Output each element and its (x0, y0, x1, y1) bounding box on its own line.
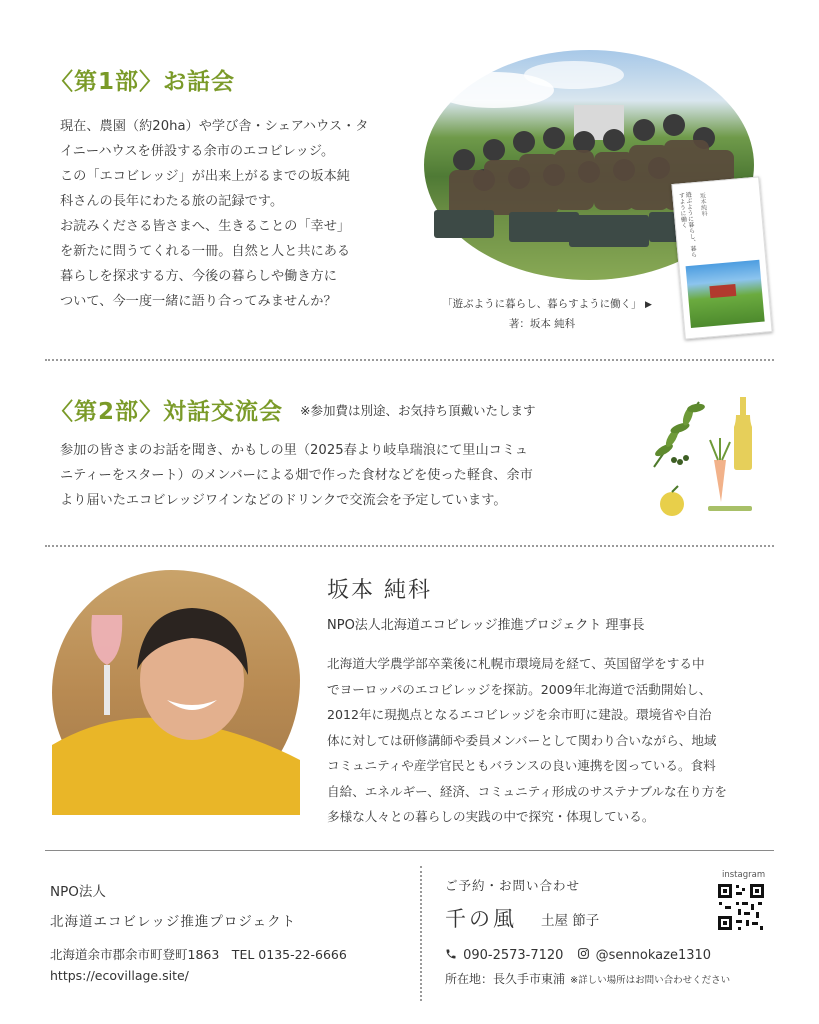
venue-name: 千の風 (445, 907, 517, 931)
instagram-label: instagram (722, 870, 766, 880)
profile-name: 坂本 純科 (327, 578, 432, 603)
part1-line: この「エコビレッジ」が出来上がるまでの坂本純 (60, 169, 350, 184)
divider (45, 545, 774, 547)
bio-line: 自給、エネルギー、経済、コミュニティ形成のサステナブルな在り方を (327, 783, 727, 799)
contact-row (445, 944, 711, 964)
part1-line: イニーハウスを併設する余市のエコビレッジ。 (60, 144, 335, 159)
org-type: NPO法人 (50, 884, 106, 900)
part1-line: お読みくださる皆さまへ、生きることの「幸せ」 (60, 219, 351, 234)
book-cover-image (686, 260, 765, 328)
divider (45, 359, 774, 361)
org-url-link[interactable]: https://ecovillage.site/ (50, 968, 189, 983)
profile-photo (52, 570, 300, 815)
part1-line: ついて、今一度一緒に語り合ってみませんか？ (60, 294, 337, 309)
book-cover (671, 176, 772, 339)
footer-divider (420, 866, 422, 1001)
contact-label: ご予約・お問い合わせ (445, 878, 581, 893)
part1-line: 科さんの長年にわたる旅の記録です。 (60, 194, 284, 209)
bio-line: 体に対しては研修講師や委員メンバーとして関わり合いながら、地域 (327, 732, 717, 748)
part2-note: ※参加費は別途、お気持ち頂戴いたします (300, 403, 536, 418)
bio-line: 多様な人々との暮らしの実践の中で探究・体現している。 (327, 809, 655, 824)
play-triangle-icon: ▶ (644, 300, 652, 310)
part2-heading: 〈第2部〉対話交流会 (50, 399, 284, 425)
yuzu-illustration (660, 486, 684, 516)
part1-line: 現在、農園（約20ha）や学び舎・シェアハウス・タ (60, 119, 369, 134)
book-author: 著：坂本 純科 (508, 318, 576, 330)
part1-heading: 〈第1部〉お話会 (50, 69, 236, 95)
org-name: 北海道エコビレッジ推進プロジェクト (50, 914, 297, 930)
profile-title: NPO法人北海道エコビレッジ推進プロジェクト 理事長 (327, 618, 645, 633)
bio-line: 北海道大学農学部卒業後に札幌市環境局を経て、英国留学をする中 (327, 656, 705, 671)
book-caption-text: 「遊ぶように暮らし、暮らすように働く」 (442, 298, 642, 310)
profile-bio (327, 651, 727, 830)
part1-line: を新たに問うてくれる一冊。自然と人と共にある (60, 244, 351, 259)
part1-body (60, 114, 368, 314)
location-text: 所在地：長久手市東浦 (445, 972, 566, 986)
carrot-illustration (710, 438, 730, 502)
part2-line: ニティーをスタート）のメンバーによる畑で作った食材などを使った軽食、余市 (60, 468, 533, 483)
instagram-handle-link[interactable]: @sennokaze1310 (595, 948, 712, 963)
stem-illustration (708, 506, 752, 511)
part1-line: 暮らしを探求する方、今後の暮らしや働き方に (60, 269, 337, 284)
book-caption (432, 296, 662, 311)
location-note: ※詳しい場所はお問い合わせください (570, 975, 731, 986)
location-row (445, 968, 730, 987)
phone-number[interactable]: 090-2573-7120 (463, 948, 564, 963)
book-cover-author: 坂本純科 (698, 192, 708, 217)
herb-illustration (653, 402, 705, 467)
food-illustration (644, 392, 764, 522)
part2-line: より届いたエコビレッジワインなどのドリンクで交流会を予定しています。 (60, 493, 507, 508)
bio-line: でヨーロッパのエコビレッジを探訪。2009年北海道で活動開始し、 (327, 681, 712, 697)
bio-line: 2012年に現拠点となるエコビレッジを余市町に建設。環境省や自治 (327, 707, 712, 722)
org-address: 北海道余市郡余市町登町1863 TEL 0135-22-6666 (50, 947, 347, 962)
part2-line: 参加の皆さまのお話を聞き、かもしの里（2025春より岐阜瑞浪にて里山コミュ (60, 443, 528, 458)
qr-code[interactable] (716, 882, 766, 932)
footer-rule (45, 850, 774, 851)
book-cover-title: 遊ぶように暮らし、暮らすように働く (677, 191, 697, 258)
phone-icon (445, 945, 458, 964)
part2-body (60, 438, 533, 513)
wine-bottle-illustration (734, 397, 752, 470)
profile-photo-illustration (52, 570, 300, 815)
contact-person: 土屋 節子 (541, 913, 600, 929)
instagram-icon (577, 945, 591, 964)
bio-line: コミュニティや産学官民ともバランスの良い連携を図っている。食料 (327, 758, 716, 773)
